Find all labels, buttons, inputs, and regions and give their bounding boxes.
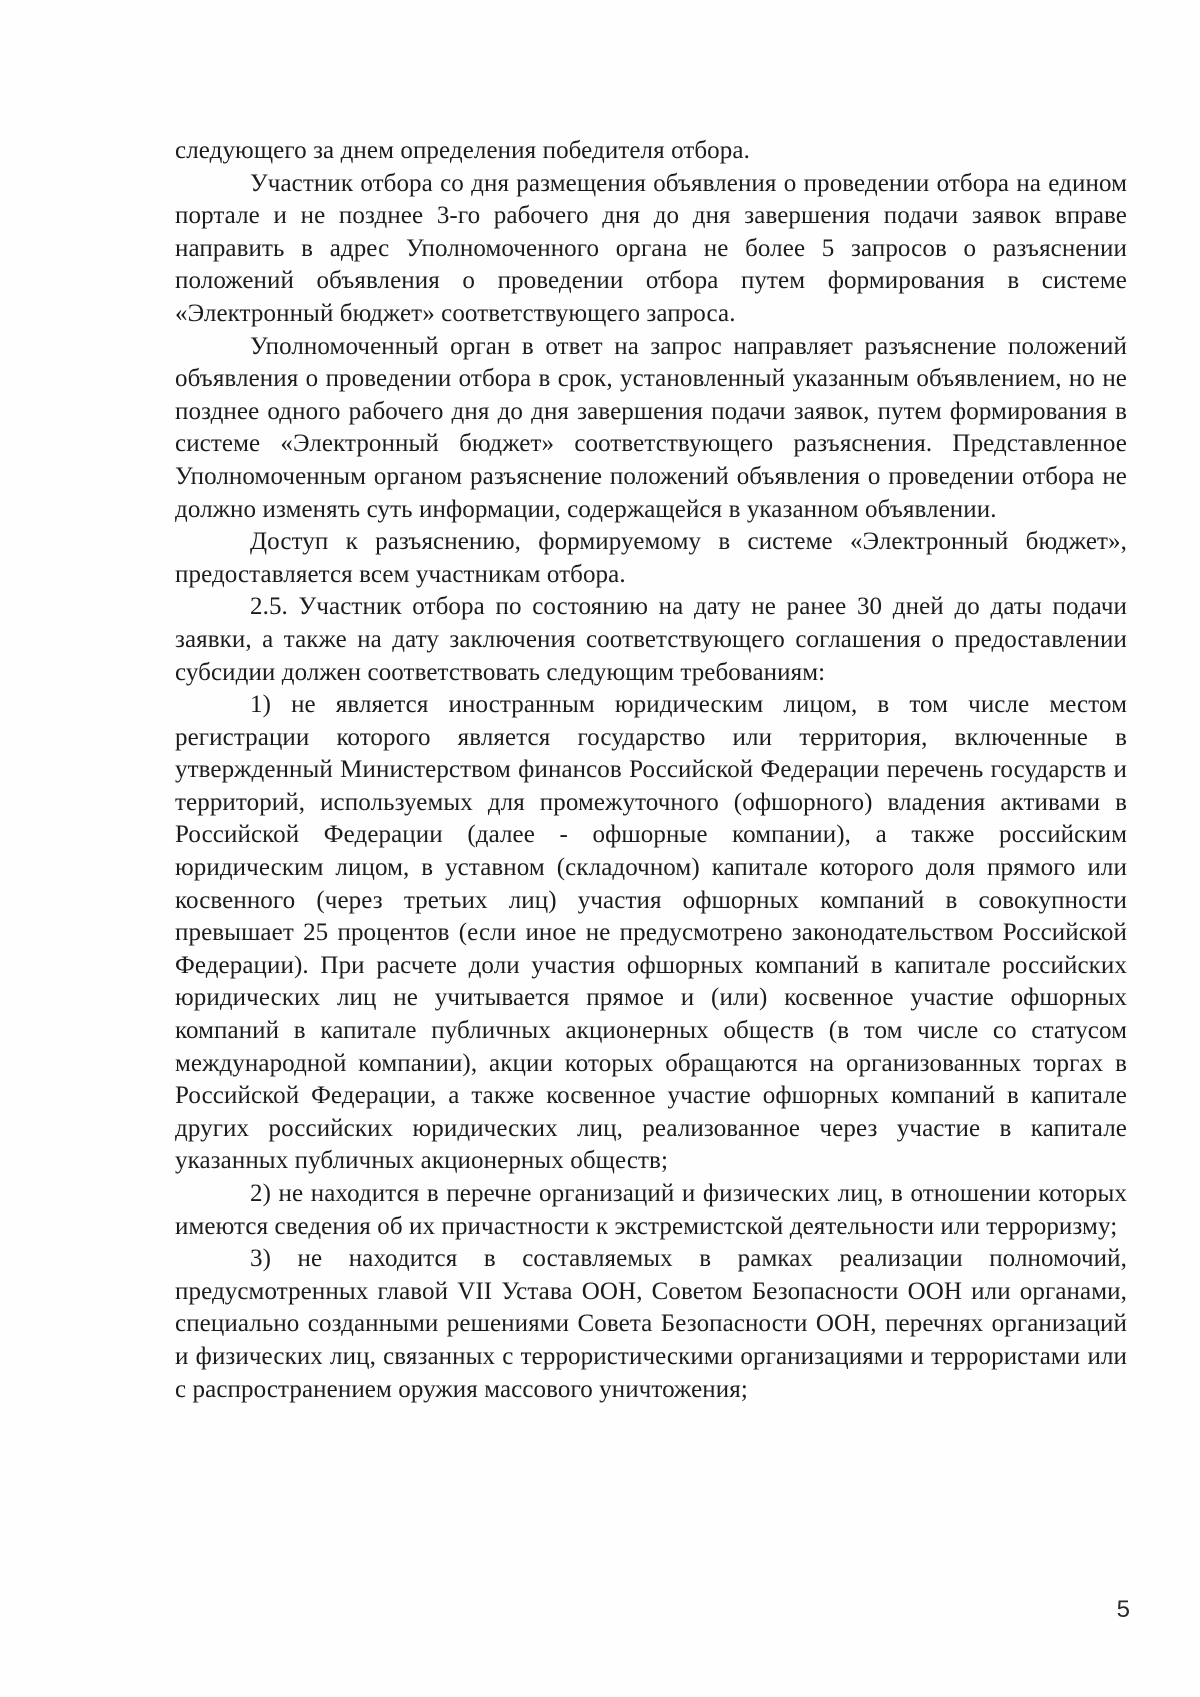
paragraph-continuation: следующего за днем определения победителя отбора.: [175, 137, 750, 164]
list-item-requirement-2: 2) не находится в перечне организаций и физических лиц, в отношении которых имеются сведения об их причастности к экстремистской деятельности или терроризму;: [175, 1180, 1127, 1240]
list-item-requirement-1: 1) не является иностранным юридическим лицом, в том числе местом регистрации которого является государство или территория, включенные в утвержденный Министерством финансов Российской Федерации перечень государств и территорий, используемых для промежуточного (офшорного) владения активами в Российской Федерации (далее - офшорные компании), а также российским юридическим лицом, в уставном (складочном) капитале которого доля прямого или косвенного (через третьих лиц) участия офшорных компаний в совокупности превышает 25 процентов (если иное не предусмотрено законодательством Российской Федерации). При расчете доли участия офшорных компаний в капитале российских юридических лиц не учитывается прямое и (или) косвенное участие офшорных компаний в капитале публичных акционерных обществ (в том числе со статусом международной компании), акции которых обращаются на организованных торгах в Российской Федерации, а также косвенное участие офшорных компаний в капитале других российских юридических лиц, реализованное через участие в капитале указанных публичных акционерных обществ;: [175, 691, 1127, 1175]
paragraph-authority-response: Уполномоченный орган в ответ на запрос направляет разъяснение положений объявления о проведении отбора в срок, установленный указанным объявлением, но не позднее одного рабочего дня до дня завершения подачи заявок, путем формирования в системе «Электронный бюджет» соответствующего разъяснения. Представленное Уполномоченным органом разъяснение положений объявления о проведении отбора не должно изменять суть информации, содержащейся в указанном объявлении.: [175, 332, 1127, 523]
paragraph-section-2-5: 2.5. Участник отбора по состоянию на дату не ранее 30 дней до даты подачи заявки, а также на дату заключения соответствующего соглашения о предоставлении субсидии должен соответствовать следующим требованиям:: [175, 593, 1127, 686]
document-body: [175, 135, 1127, 1406]
paragraph-access-to-clarification: Доступ к разъяснению, формируемому в системе «Электронный бюджет», предоставляется всем участникам отбора.: [175, 528, 1127, 588]
list-item-requirement-3: 3) не находится в составляемых в рамках реализации полномочий, предусмотренных главой VII Устава ООН, Советом Безопасности ООН или органами, специально созданными решениями Совета Безопасности ООН, перечнях организаций и физических лиц, связанных с террористическими организациями и террористами или с распространением оружия массового уничтожения;: [175, 1245, 1127, 1403]
page-number: 5: [1116, 1596, 1130, 1623]
paragraph-clarification-requests: Участник отбора со дня размещения объявления о проведении отбора на едином портале и не позднее 3-го рабочего дня до дня завершения подачи заявок вправе направить в адрес Уполномоченного органа не более 5 запросов о разъяснении положений объявления о проведении отбора путем формирования в системе «Электронный бюджет» соответствующего запроса.: [175, 169, 1127, 327]
